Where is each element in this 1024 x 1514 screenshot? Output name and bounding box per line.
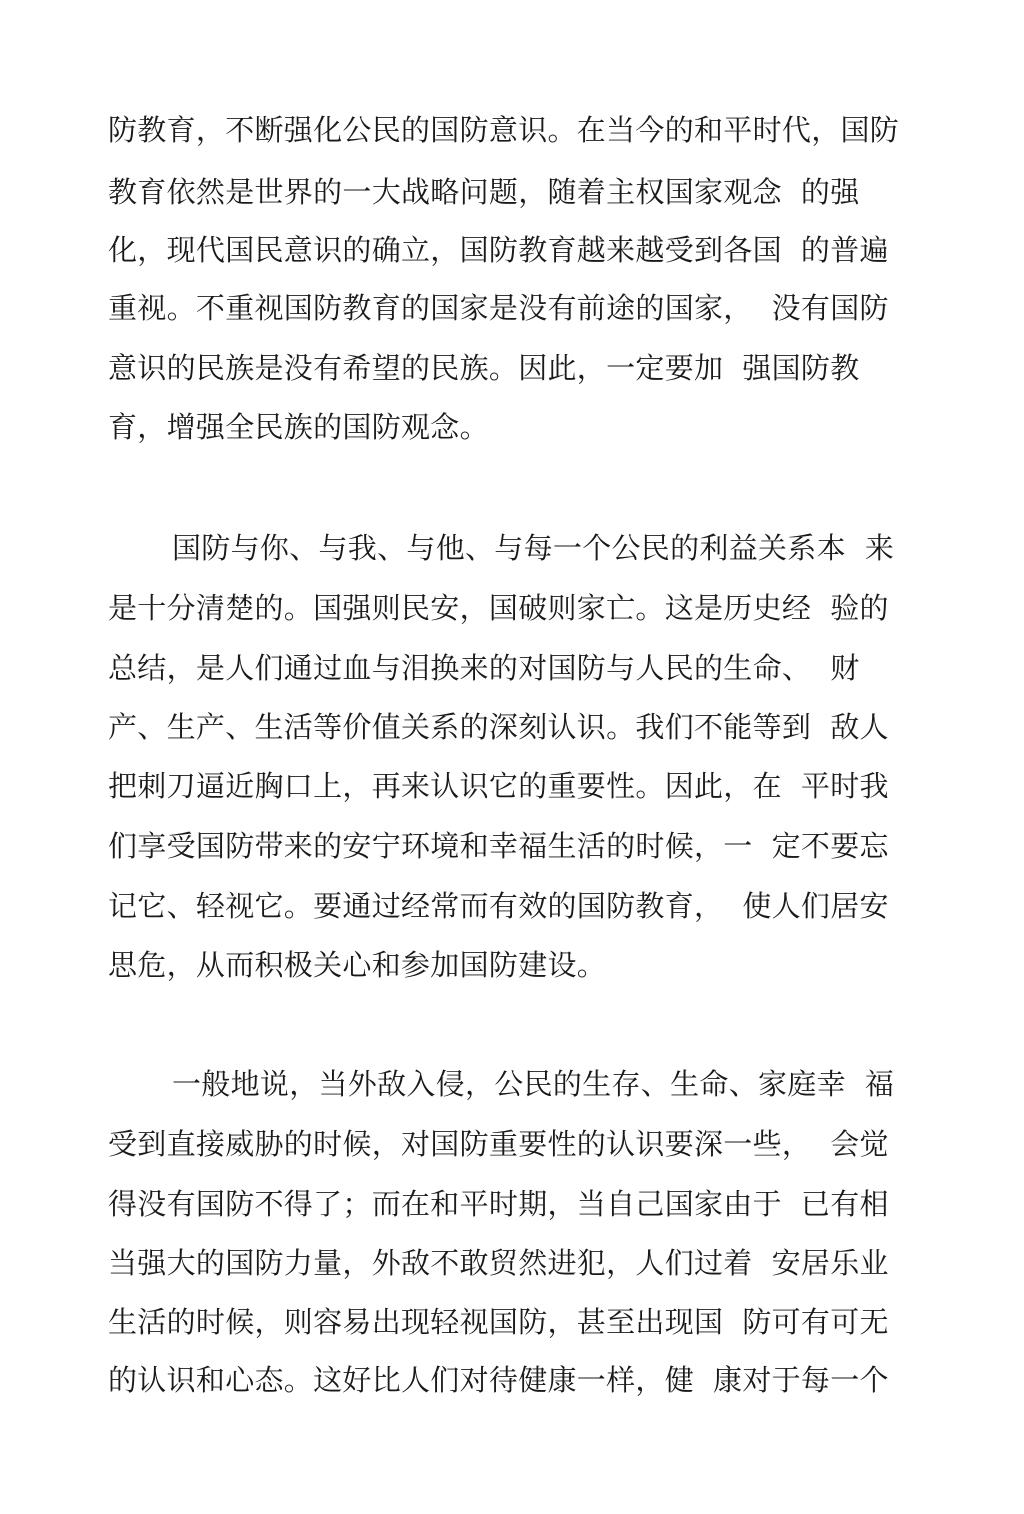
text-line: 得没有国防不得了；而在和平时期，当自己国家由于 已有相 (108, 1187, 889, 1221)
text-line: 国防与你、与我、与他、与每一个公民的利益关系本 来 (172, 531, 895, 565)
text-line: 化，现代国民意识的确立，国防教育越来越受到各国 的普遍 (108, 233, 889, 267)
text-line: 们享受国防带来的安宁环境和幸福生活的时候，一 定不要忘 (108, 829, 889, 863)
text-line: 把刺刀逼近胸口上，再来认识它的重要性。因此，在 平时我 (108, 769, 889, 803)
text-line: 一般地说，当外敌入侵，公民的生存、生命、家庭幸 福 (172, 1067, 895, 1101)
text-line: 总结，是人们通过血与泪换来的对国防与人民的生命、 财 (108, 651, 860, 685)
text-line: 当强大的国防力量，外敌不敢贸然进犯，人们过着 安居乐业 (108, 1246, 889, 1280)
text-line: 的认识和心态。这好比人们对待健康一样，健 康对于每一个 (108, 1363, 889, 1397)
text-line: 记它、轻视它。要通过经常而有效的国防教育， 使人们居安 (108, 889, 889, 923)
text-line: 重视。不重视国防教育的国家是没有前途的国家， 没有国防 (108, 291, 889, 325)
text-line: 受到直接威胁的时候，对国防重要性的认识要深一些， 会觉 (108, 1127, 889, 1161)
text-line: 教育依然是世界的一大战略问题，随着主权国家观念 的强 (108, 175, 860, 209)
text-line: 育，增强全民族的国防观念。 (108, 410, 489, 444)
text-line: 生活的时候，则容易出现轻视国防，甚至出现国 防可有可无 (108, 1305, 889, 1339)
text-line: 是十分清楚的。国强则民安，国破则家亡。这是历史经 验的 (108, 591, 889, 625)
text-line: 思危，从而积极关心和参加国防建设。 (108, 948, 607, 982)
text-line: 产、生产、生活等价值关系的深刻认识。我们不能等到 敌人 (108, 710, 889, 744)
text-line: 防教育，不断强化公民的国防意识。在当今的和平时代，国防 (108, 113, 900, 147)
text-line: 意识的民族是没有希望的民族。因此，一定要加 强国防教 (108, 351, 860, 385)
